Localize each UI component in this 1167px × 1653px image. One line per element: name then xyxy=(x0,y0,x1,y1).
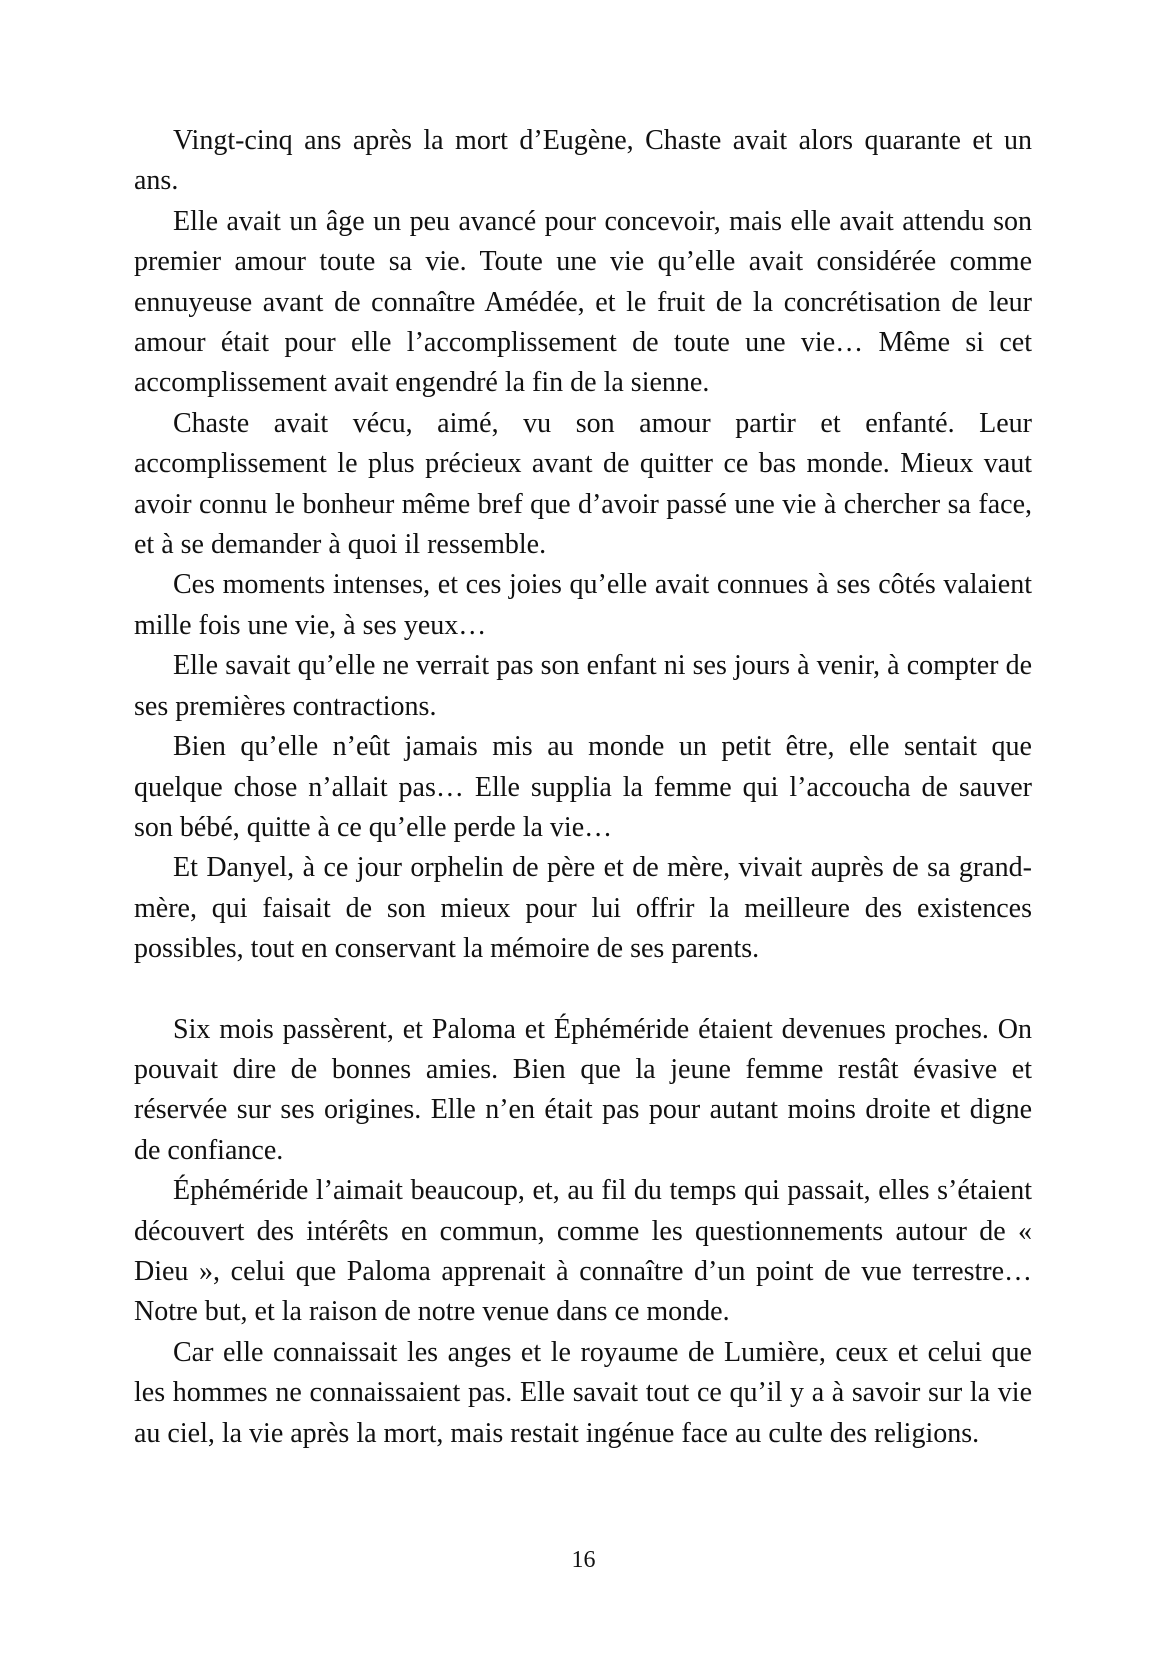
section-break xyxy=(134,970,1032,1010)
paragraph: Éphéméride l’aimait beaucoup, et, au fil du temps qui passait, elles s’étaient découvert des intérêts en commun, comme les questionnements autour de « Dieu », celui que Paloma apprenait à connaître d’un point de vue terrestre… Notre but, et la raison de notre venue dans ce monde. xyxy=(134,1175,1032,1328)
paragraph: Et Danyel, à ce jour orphelin de père et de mère, vivait auprès de sa grand-mère, qui faisait de son mieux pour lui offrir la meilleure des existences possibles, tout en conservant la mémoire de ses parents. xyxy=(134,852,1032,965)
paragraph: Bien qu’elle n’eût jamais mis au monde un petit être, elle sentait que quelque chose n’allait pas… Elle supplia la femme qui l’accoucha de sauver son bébé, quitte à ce qu’elle perde la vie… xyxy=(134,731,1032,843)
page-number: 16 xyxy=(571,1547,596,1573)
paragraph: Elle avait un âge un peu avancé pour concevoir, mais elle avait attendu son premier amour toute sa vie. Toute une vie qu’elle avait considérée comme ennuyeuse avant de connaître Amédée, et le fruit de la concrétisation de leur amour était pour elle l’accomplissement de toute une vie… Même si cet accomplissement avait engendré la fin de la sienne. xyxy=(134,205,1032,399)
body-text xyxy=(134,121,1032,1454)
paragraph: Ces moments intenses, et ces joies qu’elle avait connues à ses côtés valaient mille fois une vie, à ses yeux… xyxy=(134,569,1032,641)
paragraph: Elle savait qu’elle ne verrait pas son enfant ni ses jours à venir, à compter de ses premières contractions. xyxy=(134,650,1032,722)
paragraph: Six mois passèrent, et Paloma et Éphéméride étaient devenues proches. On pouvait dire de bonnes amies. Bien que la jeune femme restât évasive et réservée sur ses origines. Elle n’en était pas pour autant moins droite et digne de confiance. xyxy=(134,1013,1032,1166)
paragraph: Car elle connaissait les anges et le royaume de Lumière, ceux et celui que les hommes ne connaissaient pas. Elle savait tout ce qu’il y a à savoir sur la vie au ciel, la vie après la mort, mais restait ingénue face au culte des religions. xyxy=(134,1336,1032,1449)
paragraph: Vingt-cinq ans après la mort d’Eugène, Chaste avait alors quarante et un ans. xyxy=(134,125,1032,197)
paragraph: Chaste avait vécu, aimé, vu son amour partir et enfanté. Leur accomplissement le plus précieux avant de quitter ce bas monde. Mieux vaut avoir connu le bonheur même bref que d’avoir passé une vie à chercher sa face, et à se demander à quoi il ressemble. xyxy=(134,407,1032,561)
